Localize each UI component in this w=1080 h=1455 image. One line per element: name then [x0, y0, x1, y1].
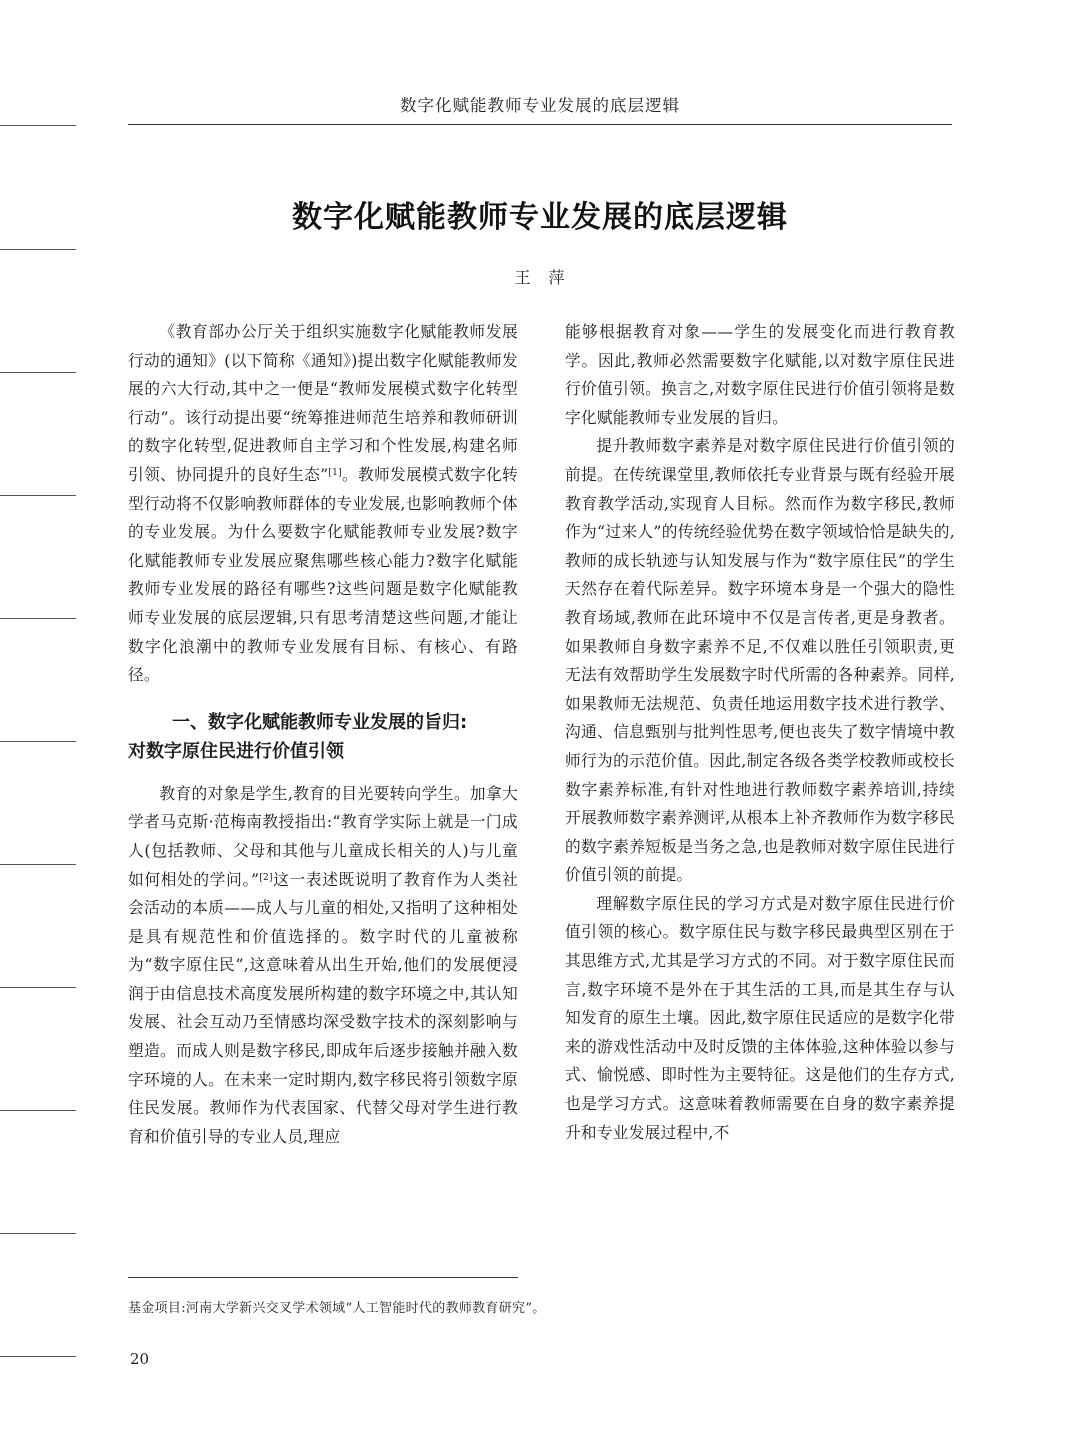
header-rule: [128, 124, 952, 125]
right-column: [565, 318, 955, 1147]
footnote: 基金项目:河南大学新兴交叉学术领域“人工智能时代的教师教育研究”。: [128, 1301, 546, 1316]
margin-rule: [0, 1356, 76, 1357]
margin-rule: [0, 1110, 76, 1111]
section-heading: [128, 690, 518, 780]
section-heading-line1: 一、数字化赋能教师专业发展的旨归:: [172, 711, 468, 733]
body-paragraph: [128, 780, 518, 1152]
continued-paragraph: 能够根据教育对象——学生的发展变化而进行教育教学。因此,教师必然需要数字化赋能,以对数字原住民进行价值引领。换言之,对数字原住民进行价值引领将是数字化赋能教师专业发展的旨归。: [565, 322, 955, 427]
citation-ref: [2]: [259, 872, 273, 883]
citation-ref: [1]: [328, 467, 342, 478]
body-text-b: 这一表述既说明了教育作为人类社会活动的本质——成人与儿童的相处,又指明了这种相处是具有规范性和价值选择的。数字时代的儿童被称为“数字原住民”,这意味着从出生开始,他们的发展便浸润于由信息技术高度发展所构建的数字环境之中,其认知发展、社会互动乃至情感均深受数字技术的深刻影响与塑造。而成人则是数字移民,即成年后逐步接触并融入数字环境的人。在未来一定时期内,数字移民将引领数字原住民发展。教师作为代表国家、代替父母对学生进行教育和价值引导的专业人员,理应: [128, 869, 519, 1146]
margin-rule: [0, 618, 76, 619]
article-title: 数字化赋能教师专业发展的底层逻辑: [292, 200, 788, 235]
footnote-rule: [128, 1277, 518, 1278]
margin-rule: [0, 741, 76, 742]
body-paragraph: 理解数字原住民的学习方式是对数字原住民进行价值引领的核心。数字原住民与数字移民最典型区别在于其思维方式,尤其是学习方式的不同。对于数字原住民而言,数字环境不是外在于其生活的工具,而是其生存与认知发育的原生土壤。因此,数字原住民适应的是数字化带来的游戏性活动中及时反馈的主体体验,这种体验以参与式、愉悦感、即时性为主要特征。这是他们的生存方式,也是学习方式。这意味着教师需要在自身的数字素养提升和专业发展过程中,不: [565, 893, 955, 1142]
margin-rule: [0, 249, 76, 250]
running-head: 数字化赋能教师专业发展的底层逻辑: [400, 96, 680, 115]
margin-rule: [0, 864, 76, 865]
intro-text-b: 。教师发展模式数字化转型行动将不仅影响教师群体的专业发展,也影响教师个体的专业发展。为什么要数字化赋能教师专业发展?数字化赋能教师专业发展应聚焦哪些核心能力?数字化赋能教师专业发展的路径有哪些?这些问题是数字化赋能教师专业发展的底层逻辑,只有思考清楚这些问题,才能让数字化浪潮中的教师专业发展有目标、有核心、有路径。: [128, 464, 518, 685]
author-name: 王 萍: [514, 268, 566, 287]
margin-rule: [0, 495, 76, 496]
section-heading-line2: 对数字原住民进行价值引领: [128, 740, 344, 762]
margin-rule: [0, 1233, 76, 1234]
margin-rule: [0, 372, 76, 373]
body-paragraph: 提升教师数字素养是对数字原住民进行价值引领的前提。在传统课堂里,教师依托专业背景与既有经验开展教育教学活动,实现育人目标。然而作为数字移民,教师作为“过来人”的传统经验优势在数字领域恰恰是缺失的,教师的成长轨迹与认知发展与作为“数字原住民”的学生天然存在着代际差异。数字环境本身是一个强大的隐性教育场域,教师在此环境中不仅是言传者,更是身教者。如果教师自身数字素养不足,不仅难以胜任引领职责,更无法有效帮助学生发展数字时代所需的各种素养。同样,如果教师无法规范、负责任地运用数字技术进行教学、沟通、信息甄别与批判性思考,便也丧失了数字情境中教师行为的示范价值。因此,制定各级各类学校教师或校长数字素养标准,有针对性地进行教师数字素养培训,持续开展教师数字素养测评,从根本上补齐教师作为数字移民的数字素养短板是当务之急,也是教师对数字原住民进行价值引领的前提。: [565, 436, 955, 885]
page-number: 20: [130, 1350, 150, 1368]
margin-rule: [0, 125, 76, 126]
intro-paragraph: [128, 318, 518, 690]
intro-text-a: 《教育部办公厅关于组织实施数字化赋能教师发展行动的通知》(以下简称《通知》)提出数字化赋能教师发展的六大行动,其中之一便是“教师发展模式数字化转型行动”。该行动提出要“统筹推进师范生培养和教师研训的数字化转型,促进教师自主学习和个性发展,构建名师引领、协同提升的良好生态”: [128, 322, 518, 484]
body-text-a: 教育的对象是学生,教育的目光要转向学生。加拿大学者马克斯·范梅南教授指出:“教育学实际上就是一门成人(包括教师、父母和其他与儿童成长相关的人)与儿童如何相处的学问。”: [128, 783, 518, 889]
left-column: [128, 318, 518, 1151]
margin-rule: [0, 987, 76, 988]
